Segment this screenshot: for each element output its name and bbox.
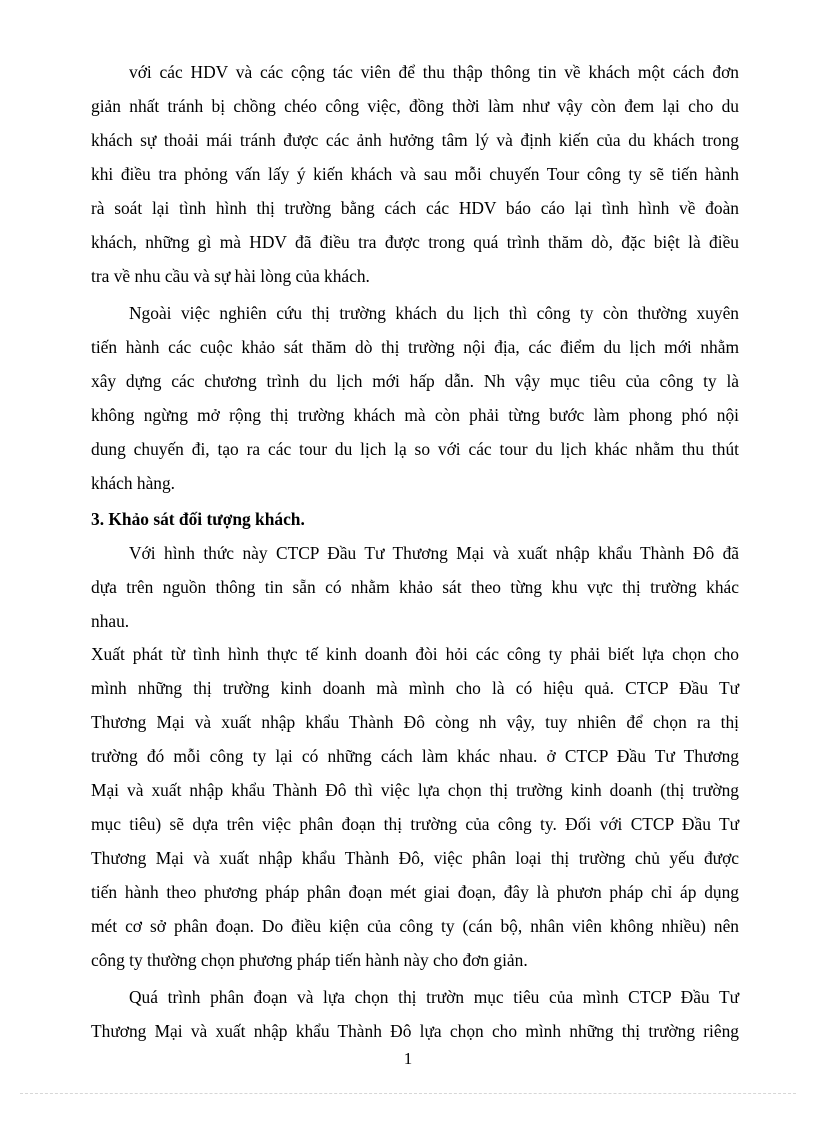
paragraph-line: mục tiêu) sẽ dựa trên việc phân đoạn thị trường của công ty. Đối với CTCP Đầu Tư	[91, 814, 739, 834]
paragraph-line: tra về nhu cầu và sự hài lòng của khách.	[91, 266, 370, 286]
footer-divider	[20, 1093, 796, 1094]
paragraph-2	[91, 296, 739, 500]
paragraph-line: tiến hành theo phương pháp phân đoạn mét giai đoạn, đây là phươn pháp chỉ áp dụng	[91, 882, 739, 902]
paragraph-4	[91, 637, 739, 977]
paragraph-line: Thương Mại và xuất nhập khẩu Thành Đô, việc phân loại thị trường chủ yếu được	[91, 848, 739, 868]
paragraph-line: khách sự thoải mái tránh được các ảnh hưởng tâm lý và định kiến của du khách trong	[91, 130, 739, 150]
paragraph-line: trường đó mỗi công ty lại có những cách làm khác nhau. ở CTCP Đầu Tư Thương	[91, 746, 739, 766]
paragraph-line: giản nhất tránh bị chồng chéo công việc, đồng thời làm như vậy còn đem lại cho du	[91, 96, 739, 116]
paragraph-line: công ty thường chọn phương pháp tiến hành này cho đơn giản.	[91, 950, 528, 970]
paragraph-line: rà soát lại tình hình thị trường bằng cách các HDV báo cáo lại tình hình về đoàn	[91, 198, 739, 218]
paragraph-line: Mại và xuất nhập khẩu Thành Đô thì việc lựa chọn thị trường kinh doanh (thị trường	[91, 780, 739, 800]
paragraph-1	[91, 55, 739, 293]
paragraph-line: Với hình thức này CTCP Đầu Tư Thương Mại và xuất nhập khẩu Thành Đô đã	[129, 543, 739, 563]
paragraph-line: khách hàng.	[91, 473, 176, 493]
paragraph-line: Ngoài việc nghiên cứu thị trường khách du lịch thì công ty còn thường xuyên	[129, 303, 739, 323]
page-number: 1	[403, 1049, 413, 1068]
paragraph-line: dựa trên nguồn thông tin sẵn có nhằm khảo sát theo từng khu vực thị trường khác	[91, 577, 739, 597]
paragraph-line: nhau.	[91, 611, 130, 631]
paragraph-line: Thương Mại và xuất nhập khẩu Thành Đô còng nh vậy, tuy nhiên để chọn ra thị	[91, 712, 739, 732]
section-heading: 3. Khảo sát đối tượng khách.	[91, 509, 305, 529]
paragraph-line: với các HDV và các cộng tác viên để thu thập thông tin về khách một cách đơn	[129, 62, 739, 82]
paragraph-line: Thương Mại và xuất nhập khẩu Thành Đô lựa chọn cho mình những thị trường riêng	[91, 1021, 739, 1041]
paragraph-line: Xuất phát từ tình hình thực tế kinh doanh đòi hỏi các công ty phải biết lựa chọn cho	[91, 644, 739, 664]
paragraph-line: không ngừng mở rộng thị trường khách mà còn phải từng bước làm phong phó nội	[91, 405, 739, 425]
paragraph-line: mét cơ sở phân đoạn. Do điều kiện của công ty (cán bộ, nhân viên không nhiều) nên	[91, 916, 739, 936]
paragraph-line: dung chuyến đi, tạo ra các tour du lịch lạ so với các tour du lịch khác nhằm thu thút	[91, 439, 739, 459]
paragraph-line: Quá trình phân đoạn và lựa chọn thị trườn mục tiêu của mình CTCP Đầu Tư	[129, 987, 739, 1007]
paragraph-line: khách, những gì mà HDV đã điều tra được trong quá trình thăm dò, đặc biệt là điều	[91, 232, 739, 252]
paragraph-5	[91, 980, 739, 1048]
paragraph-line: tiến hành các cuộc khảo sát thăm dò thị trường nội địa, các điểm du lịch mới nhằm	[91, 337, 739, 357]
paragraph-3	[91, 536, 739, 638]
paragraph-line: xây dựng các chương trình du lịch mới hấp dẫn. Nh vậy mục tiêu của công ty là	[91, 371, 739, 391]
paragraph-line: khi điều tra phỏng vấn lấy ý kiến khách và sau mỗi chuyến Tour công ty sẽ tiến hành	[91, 164, 739, 184]
paragraph-line: mình những thị trường kinh doanh mà mình cho là có hiệu quả. CTCP Đầu Tư	[91, 678, 739, 698]
